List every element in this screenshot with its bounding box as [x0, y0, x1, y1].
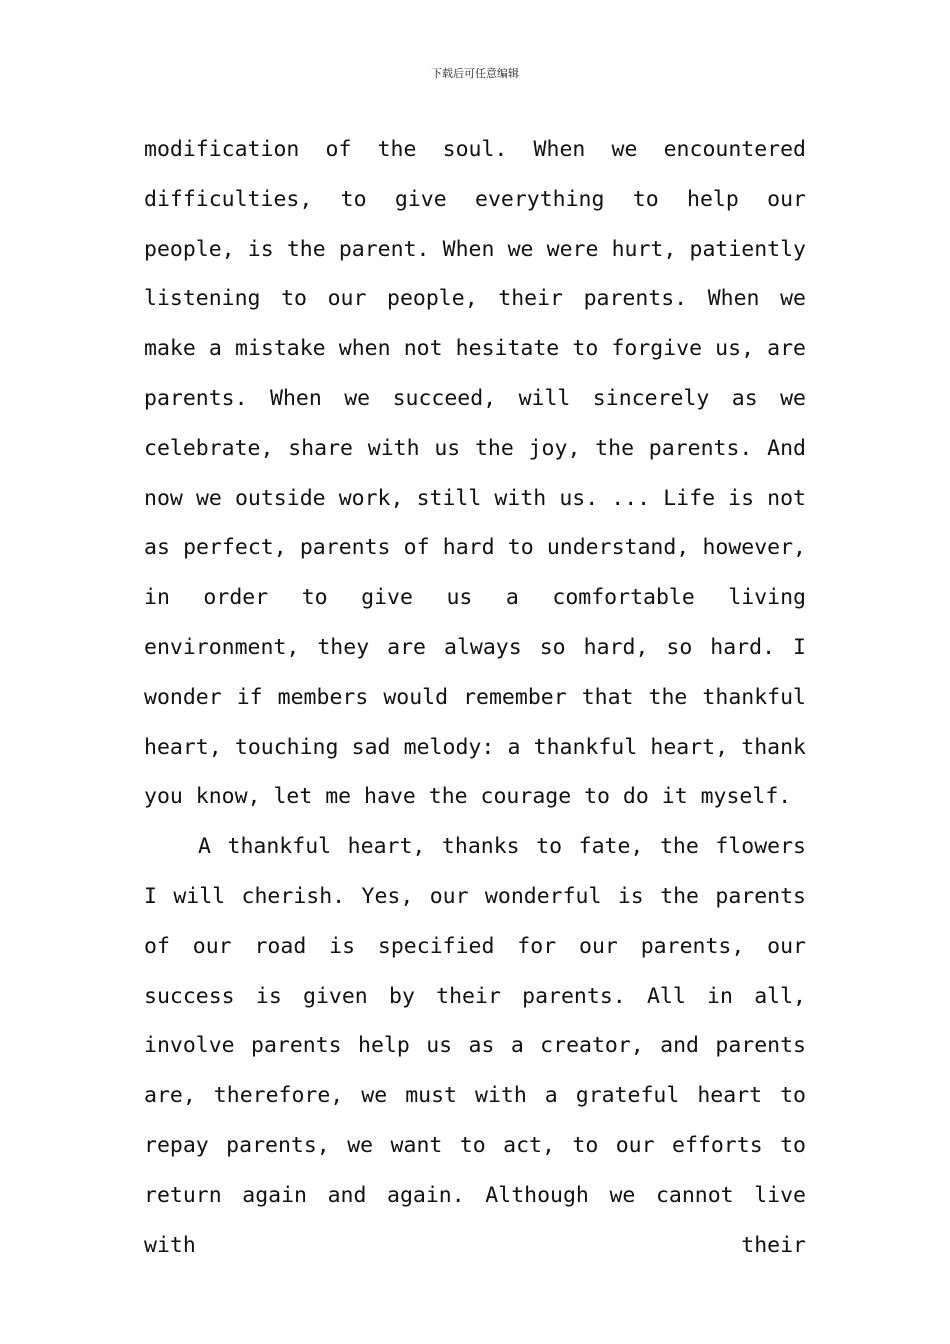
paragraph-1: modification of the soul. When we encountered difficulties, to give everything to help our people, is the parent. When we were hurt, patiently listening to our people, their parents. When we make a mistake when not hesitate to forgive us, are parents. When we succeed, will sincerely as we celebrate, share with us the joy, the parents. And now we outside work, still with us. ... Life is not as perfect, parents of hard to understand, however, in order to give us a comfortable living environment, they are always so hard, so hard. I wonder if members would remember that the thankful heart, touching sad melody: a thankful heart, thank you know, let me have the courage to do it myself.: [144, 137, 806, 810]
paragraph-2: A thankful heart, thanks to fate, the flowers I will cherish. Yes, our wonderful is the parents of our road is specified for our parents, our success is given by their parents. All in all, involve parents help us as a creator, and parents are, therefore, we must with a grateful heart to repay parents, we want to act, to our efforts to return again and again. Although we cannot live with their: [144, 834, 806, 1258]
header-note: 下载后可任意编辑: [431, 67, 519, 80]
document-body: [144, 125, 806, 1270]
